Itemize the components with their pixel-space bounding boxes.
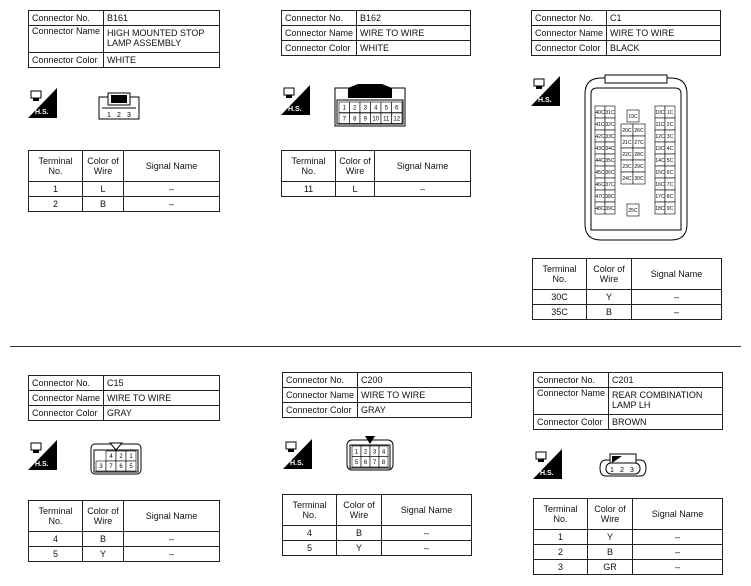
pin-label: 5 bbox=[384, 105, 388, 112]
connector-color-label: Connector Color bbox=[29, 53, 104, 68]
terminal-no: 11 bbox=[282, 182, 336, 197]
pin-label: 16C bbox=[655, 181, 665, 188]
signal-name-header: Signal Name bbox=[375, 151, 471, 182]
terminal-no: 35C bbox=[533, 305, 587, 320]
signal-name: – bbox=[633, 530, 723, 545]
pin-label: 4 bbox=[109, 454, 113, 461]
wire-color-header: Color of Wire bbox=[83, 501, 124, 532]
pin-label: 19C bbox=[628, 113, 638, 120]
table-row bbox=[29, 197, 220, 212]
pin-label: 3 bbox=[363, 105, 367, 112]
hs-text: H.S. bbox=[538, 97, 552, 104]
pin-label: 27C bbox=[634, 139, 644, 146]
terminal-no: 1 bbox=[534, 530, 588, 545]
pin-label: 18C bbox=[655, 205, 665, 212]
pin-label: 14C bbox=[655, 157, 665, 164]
terminal-no-header: Terminal No. bbox=[534, 499, 588, 530]
section-divider bbox=[10, 346, 741, 347]
hs-text: H.S. bbox=[35, 109, 49, 116]
pin-label: 24C bbox=[622, 175, 632, 182]
pin-label: 29C bbox=[634, 163, 644, 170]
pin-label: 11 bbox=[383, 116, 390, 123]
pin-label: 1 bbox=[129, 454, 133, 461]
terminal-no: 4 bbox=[29, 532, 83, 547]
pin-label: 7 bbox=[109, 464, 113, 471]
connector-name-value: WIRE TO WIRE bbox=[358, 388, 472, 403]
connector-no-label: Connector No. bbox=[29, 11, 104, 26]
signal-name: – bbox=[382, 526, 472, 541]
connector-face-b161 bbox=[98, 92, 142, 122]
hs-text: H.S. bbox=[35, 461, 49, 468]
connector-no-value: B161 bbox=[104, 11, 220, 26]
connector-info-table bbox=[28, 10, 220, 68]
pin-label: 12C bbox=[655, 133, 665, 140]
table-row bbox=[534, 530, 723, 545]
pin-label: 35C bbox=[605, 157, 615, 164]
signal-name: – bbox=[124, 197, 220, 212]
connector-color-value: BLACK bbox=[607, 41, 721, 56]
connector-name-label: Connector Name bbox=[534, 388, 609, 415]
hs-icon bbox=[28, 440, 57, 470]
pin-label: 3 bbox=[630, 467, 634, 474]
terminal-no: 5 bbox=[283, 541, 337, 556]
connector-name-value: WIRE TO WIRE bbox=[357, 26, 471, 41]
table-row bbox=[534, 560, 723, 575]
pin-label: 44C bbox=[595, 157, 605, 164]
table-row bbox=[29, 182, 220, 197]
pin-label: 23C bbox=[622, 163, 632, 170]
table-row bbox=[29, 532, 220, 547]
pin-label: 31C bbox=[605, 109, 615, 116]
connector-color-value: WHITE bbox=[104, 53, 220, 68]
connector-color-label: Connector Color bbox=[283, 403, 358, 418]
wire-color: L bbox=[83, 182, 124, 197]
hs-icon bbox=[283, 439, 312, 469]
signal-name: – bbox=[633, 545, 723, 560]
pin-label: 13C bbox=[655, 145, 665, 152]
connector-no-value: C1 bbox=[607, 11, 721, 26]
terminal-no: 2 bbox=[534, 545, 588, 560]
wire-color: B bbox=[83, 197, 124, 212]
pin-label: 37C bbox=[605, 181, 615, 188]
hs-text: H.S. bbox=[290, 460, 304, 467]
connector-no-value: C201 bbox=[609, 373, 723, 388]
pin-label: 40C bbox=[595, 109, 605, 116]
pin-label: 7 bbox=[342, 116, 346, 123]
wire-color: Y bbox=[588, 530, 633, 545]
pin-label: 5 bbox=[129, 464, 133, 471]
pin-label: 17C bbox=[655, 193, 665, 200]
wire-color: Y bbox=[587, 290, 632, 305]
connector-info-table-c1 bbox=[531, 10, 721, 56]
terminal-table-c1 bbox=[532, 258, 722, 320]
connector-name-value: HIGH MOUNTED STOP LAMP ASSEMBLY bbox=[104, 26, 220, 53]
pin-label: 1 bbox=[107, 112, 111, 119]
signal-name: – bbox=[124, 532, 220, 547]
pin-label: 4C bbox=[666, 145, 674, 152]
wire-color-header: Color of Wire bbox=[336, 151, 375, 182]
wire-color: Y bbox=[337, 541, 382, 556]
signal-name: – bbox=[632, 305, 722, 320]
pin-label: 12 bbox=[393, 116, 401, 123]
terminal-no-header: Terminal No. bbox=[282, 151, 336, 182]
signal-name: – bbox=[124, 182, 220, 197]
connector-no-value: C200 bbox=[358, 373, 472, 388]
hs-text: H.S. bbox=[540, 470, 554, 477]
connector-no-value: B162 bbox=[357, 11, 471, 26]
wire-color: GR bbox=[588, 560, 633, 575]
signal-name: – bbox=[124, 547, 220, 562]
connector-color-value: GRAY bbox=[104, 406, 220, 421]
pin-label: 3 bbox=[99, 464, 103, 471]
wire-color: Y bbox=[83, 547, 124, 562]
wire-color: B bbox=[83, 532, 124, 547]
connector-name-label: Connector Name bbox=[29, 26, 104, 53]
pin-label: 43C bbox=[595, 145, 605, 152]
connector-no-label: Connector No. bbox=[282, 11, 357, 26]
connector-face-c200 bbox=[345, 435, 395, 473]
connector-name-value: WIRE TO WIRE bbox=[607, 26, 721, 41]
pin-label: 2C bbox=[666, 121, 674, 128]
signal-name-header: Signal Name bbox=[382, 495, 472, 526]
terminal-table-c200 bbox=[282, 494, 472, 556]
terminal-no: 1 bbox=[29, 182, 83, 197]
connector-name-value: REAR COMBINATION LAMP LH bbox=[609, 388, 723, 415]
signal-name: – bbox=[633, 560, 723, 575]
signal-name-header: Signal Name bbox=[124, 501, 220, 532]
pin-label: 28C bbox=[634, 151, 644, 158]
terminal-no-header: Terminal No. bbox=[283, 495, 337, 526]
signal-name-header: Signal Name bbox=[632, 259, 722, 290]
wire-color-header: Color of Wire bbox=[337, 495, 382, 526]
terminal-table-b162 bbox=[281, 150, 471, 197]
pin-label: 9C bbox=[666, 205, 674, 212]
connector-info-table-c201 bbox=[533, 372, 723, 430]
pin-label: 46C bbox=[595, 181, 605, 188]
terminal-no: 30C bbox=[533, 290, 587, 305]
pin-label: 6 bbox=[363, 459, 368, 466]
pin-label: 48C bbox=[595, 205, 605, 212]
pin-label: 7C bbox=[666, 181, 674, 188]
terminal-table-c15 bbox=[28, 500, 220, 562]
connector-no-label: Connector No. bbox=[283, 373, 358, 388]
pin-label: 1 bbox=[610, 467, 614, 474]
pin-label: 7 bbox=[372, 459, 377, 466]
table-row bbox=[282, 182, 471, 197]
pin-label: 6 bbox=[119, 464, 123, 471]
connector-no-label: Connector No. bbox=[29, 376, 104, 391]
connector-face-b162 bbox=[334, 84, 406, 128]
wire-color: B bbox=[588, 545, 633, 560]
terminal-table-b161 bbox=[28, 150, 220, 212]
signal-name: – bbox=[382, 541, 472, 556]
table-row bbox=[533, 305, 722, 320]
pin-label: 8C bbox=[666, 193, 674, 200]
connector-face-c201 bbox=[598, 452, 648, 478]
connector-name-label: Connector Name bbox=[29, 391, 104, 406]
signal-name-header: Signal Name bbox=[633, 499, 723, 530]
connector-color-value: GRAY bbox=[358, 403, 472, 418]
connector-color-label: Connector Color bbox=[534, 415, 609, 430]
wire-color-header: Color of Wire bbox=[83, 151, 124, 182]
connector-info-table-c15 bbox=[28, 375, 220, 421]
terminal-no: 3 bbox=[534, 560, 588, 575]
signal-name-header: Signal Name bbox=[124, 151, 220, 182]
pin-label: 2 bbox=[119, 454, 123, 461]
connector-face-c15 bbox=[90, 440, 142, 476]
wire-color: B bbox=[337, 526, 382, 541]
table-row bbox=[283, 541, 472, 556]
connector-color-value: BROWN bbox=[609, 415, 723, 430]
terminal-no: 5 bbox=[29, 547, 83, 562]
wire-color-header: Color of Wire bbox=[588, 499, 633, 530]
pin-label: 5 bbox=[354, 459, 359, 466]
pin-label: 4 bbox=[374, 105, 378, 112]
pin-label: 1 bbox=[342, 105, 346, 112]
pin-label: 3 bbox=[372, 449, 377, 456]
hs-icon bbox=[28, 88, 57, 118]
hs-icon bbox=[533, 449, 562, 479]
pin-label: 41C bbox=[595, 121, 605, 128]
pin-label: 15C bbox=[655, 169, 665, 176]
pin-label: 45C bbox=[595, 169, 605, 176]
pin-label: 34C bbox=[605, 145, 615, 152]
pin-label: 8 bbox=[381, 459, 386, 466]
pin-label: 10C bbox=[655, 109, 665, 116]
pin-label: 3C bbox=[666, 133, 674, 140]
terminal-no-header: Terminal No. bbox=[29, 151, 83, 182]
pin-label: 30C bbox=[634, 175, 644, 182]
pin-label: 42C bbox=[595, 133, 605, 140]
connector-no-label: Connector No. bbox=[532, 11, 607, 26]
table-row bbox=[283, 526, 472, 541]
pin-label: 25C bbox=[628, 207, 638, 214]
pin-label: 32C bbox=[605, 121, 615, 128]
terminal-no-header: Terminal No. bbox=[29, 501, 83, 532]
connector-color-label: Connector Color bbox=[282, 41, 357, 56]
connector-no-label: Connector No. bbox=[534, 373, 609, 388]
pin-label: 10 bbox=[372, 116, 380, 123]
pin-label: 1C bbox=[666, 109, 674, 116]
pin-label: 8 bbox=[353, 116, 357, 123]
connector-info-table-b162 bbox=[281, 10, 471, 56]
pin-label: 3 bbox=[127, 112, 131, 119]
connector-name-label: Connector Name bbox=[282, 26, 357, 41]
pin-label: 47C bbox=[595, 193, 605, 200]
connector-face-c1 bbox=[583, 74, 689, 244]
pin-label: 2 bbox=[363, 449, 368, 456]
table-row bbox=[534, 545, 723, 560]
terminal-no-header: Terminal No. bbox=[533, 259, 587, 290]
pin-label: 36C bbox=[605, 169, 615, 176]
hs-icon bbox=[281, 85, 310, 115]
pin-label: 11C bbox=[655, 121, 665, 128]
signal-name: – bbox=[632, 290, 722, 305]
pin-label: 2 bbox=[117, 112, 121, 119]
terminal-no: 4 bbox=[283, 526, 337, 541]
connector-name-value: WIRE TO WIRE bbox=[104, 391, 220, 406]
connector-name-label: Connector Name bbox=[283, 388, 358, 403]
pin-label: 1 bbox=[354, 449, 359, 456]
pin-label: 2 bbox=[353, 105, 357, 112]
pin-label: 9 bbox=[363, 116, 367, 123]
pin-label: 2 bbox=[620, 467, 624, 474]
table-row bbox=[533, 290, 722, 305]
pin-label: 4 bbox=[381, 449, 386, 456]
pin-label: 26C bbox=[634, 127, 644, 134]
pin-label: 5C bbox=[666, 157, 674, 164]
pin-label: 33C bbox=[605, 133, 615, 140]
pin-label: 21C bbox=[622, 139, 632, 146]
connector-color-label: Connector Color bbox=[532, 41, 607, 56]
table-row bbox=[29, 547, 220, 562]
pin-label: 6 bbox=[395, 105, 399, 112]
signal-name: – bbox=[375, 182, 471, 197]
terminal-table-c201 bbox=[533, 498, 723, 575]
pin-label: 22C bbox=[622, 151, 632, 158]
pin-label: 20C bbox=[622, 127, 632, 134]
connector-name-label: Connector Name bbox=[532, 26, 607, 41]
wire-color-header: Color of Wire bbox=[587, 259, 632, 290]
terminal-no: 2 bbox=[29, 197, 83, 212]
wire-color: L bbox=[336, 182, 375, 197]
wire-color: B bbox=[587, 305, 632, 320]
connector-info-table-c200 bbox=[282, 372, 472, 418]
hs-text: H.S. bbox=[288, 106, 302, 113]
connector-color-label: Connector Color bbox=[29, 406, 104, 421]
hs-icon bbox=[531, 76, 560, 106]
connector-no-value: C15 bbox=[104, 376, 220, 391]
pin-label: 39C bbox=[605, 205, 615, 212]
connector-color-value: WHITE bbox=[357, 41, 471, 56]
pin-label: 38C bbox=[605, 193, 615, 200]
pin-label: 6C bbox=[666, 169, 674, 176]
